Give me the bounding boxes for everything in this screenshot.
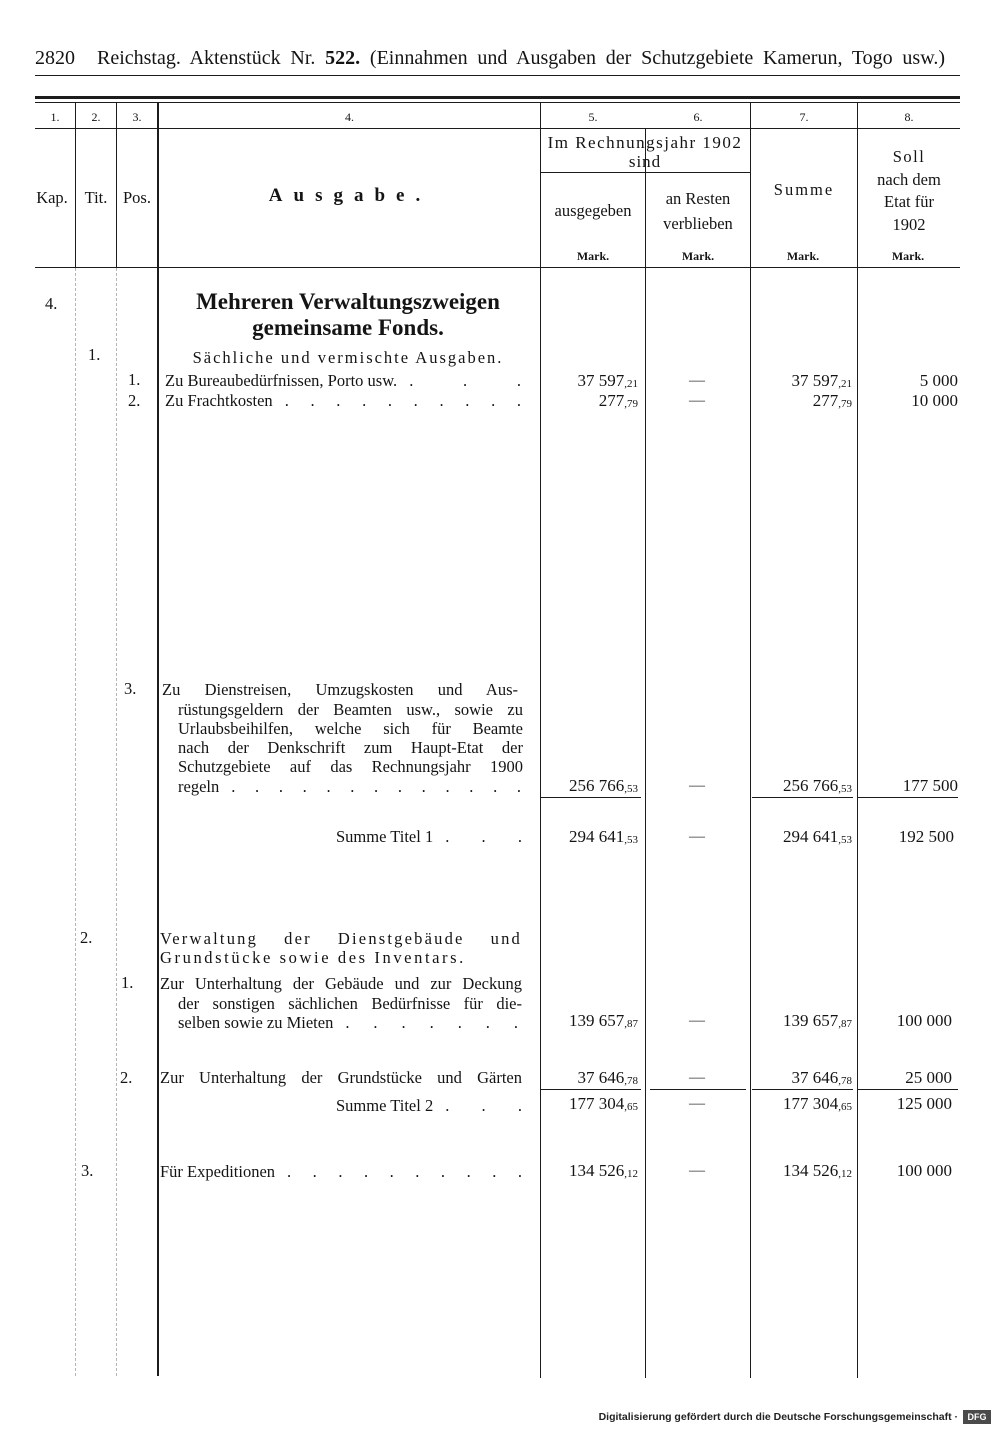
header-fiscal-year-line-1: Im Rechnungsjahr 1902 <box>547 133 743 152</box>
titel-1-pos-1-budget: 5 000 <box>919 371 958 390</box>
header-remaining-line-2: verblieben <box>663 214 733 233</box>
column-number-3: 3. <box>132 110 142 124</box>
titel-2-pos-1-number: 1. <box>121 973 134 992</box>
titel-1-number: 1. <box>88 345 101 364</box>
titel-2-pos-1-total <box>756 1011 852 1033</box>
header-budget-line-3: Etat für <box>884 192 934 211</box>
running-head-rule <box>35 75 960 76</box>
header-description: Ausgabe. <box>268 185 432 206</box>
dot-leader: . . . . . . . . . . . . . <box>231 777 521 796</box>
page-number: 2820 <box>35 47 75 69</box>
column-number-1: 1. <box>50 110 60 124</box>
titel-2-sum-label <box>336 1096 522 1116</box>
header-spent: ausgegeben <box>554 201 632 220</box>
column-rule-tit <box>116 103 117 268</box>
header-tit: Tit. <box>84 188 108 207</box>
dot-leader: . . . <box>445 1096 522 1115</box>
amount-pfennig: ,65 <box>624 1101 638 1113</box>
titel-1-pos-3-spent <box>545 776 638 798</box>
amount-mark: 37 646 <box>791 1068 839 1087</box>
amount-mark: 256 766 <box>569 776 625 795</box>
amount-pfennig: ,12 <box>624 1168 638 1180</box>
titel-2-heading-line-2: Grundstücke sowie des Inventars. <box>160 948 466 967</box>
header-kap: Kap. <box>36 188 68 207</box>
amount-mark: 177 304 <box>569 1094 625 1113</box>
titel-1-pos-3-line-4: nach der Denkschrift zum Haupt-Etat der <box>178 738 523 757</box>
titel-1-pos-3-number: 3. <box>124 679 137 698</box>
running-title-subject: (Einnahmen und Ausgaben der Schutzgebiete Kamerun, Togo usw.) <box>369 47 945 69</box>
header-remaining-line-1: an Resten <box>665 189 731 208</box>
column-number-7: 7. <box>799 110 809 124</box>
running-title-prefix: Reichstag. Aktenstück Nr. <box>97 47 316 69</box>
titel-1-sum-spent <box>545 827 638 849</box>
titel-1-pos-3-line-5: Schutzgebiete auf das Rechnungsjahr 1900 <box>178 757 523 776</box>
titel-3-number: 3. <box>81 1161 94 1180</box>
amount-mark: 277 <box>812 391 839 410</box>
chapter-heading-line-1: Mehreren Verwaltungszweigen <box>196 289 500 314</box>
amount-pfennig: ,87 <box>624 1018 638 1030</box>
titel-2-pos-1-budget: 100 000 <box>896 1011 952 1030</box>
amount-mark: 177 304 <box>783 1094 839 1113</box>
amount-mark: 37 646 <box>577 1068 625 1087</box>
header-pos: Pos. <box>123 188 151 207</box>
entry-text: Summe Titel 1 <box>336 827 434 846</box>
dot-leader: . . . <box>445 827 522 846</box>
dot-leader: . . . . . . . <box>345 1013 518 1032</box>
sum-rule-2-budget <box>858 1089 958 1090</box>
sum-rule-total <box>752 797 853 798</box>
titel-1-pos-2-spent <box>545 391 638 413</box>
titel-2-pos-2-remaining: — <box>689 1069 705 1086</box>
header-fiscal-year-line-2: sind <box>628 152 662 171</box>
titel-1-pos-2-total <box>756 391 852 413</box>
header-total: Summe <box>773 180 835 199</box>
amount-pfennig: ,79 <box>624 398 638 410</box>
amount-pfennig: ,87 <box>838 1018 852 1030</box>
column-rule-kap-body <box>75 268 77 1376</box>
unit-total: Mark. <box>786 249 820 263</box>
titel-3-total <box>756 1161 852 1183</box>
titel-1-heading: Sächliche und vermischte Ausgaben. <box>192 348 504 367</box>
titel-2-number: 2. <box>80 928 93 947</box>
header-budget-line-1: Soll <box>892 147 926 166</box>
titel-1-pos-1-remaining: — <box>689 372 705 389</box>
amount-pfennig: ,78 <box>838 1075 852 1087</box>
header-budget-line-2: nach dem <box>877 170 941 189</box>
titel-2-pos-2-line-1: Zur Unterhaltung der Grundstücke und Gärten <box>160 1068 522 1087</box>
column-number-5: 5. <box>588 110 598 124</box>
amount-mark: 256 766 <box>783 776 839 795</box>
titel-1-pos-3-remaining: — <box>689 777 705 794</box>
amount-mark: 37 597 <box>577 371 625 390</box>
titel-1-pos-2-number: 2. <box>128 391 141 410</box>
running-title <box>97 46 945 70</box>
dfg-logo: DFG <box>963 1410 991 1424</box>
entry-text: regeln <box>178 777 220 796</box>
column-rule-total <box>857 103 858 1378</box>
titel-2-sum-spent <box>545 1094 638 1116</box>
titel-1-pos-3-budget: 177 500 <box>902 776 958 795</box>
titel-1-sum-budget: 192 500 <box>898 827 954 846</box>
titel-1-pos-2-text <box>165 391 521 411</box>
amount-mark: 139 657 <box>569 1011 625 1030</box>
titel-1-pos-3-total <box>756 776 852 798</box>
sum-rule-budget <box>858 797 958 798</box>
column-rule-description <box>540 103 541 1378</box>
titel-1-pos-1-number: 1. <box>128 370 141 389</box>
amount-pfennig: ,21 <box>624 378 638 390</box>
amount-mark: 37 597 <box>791 371 839 390</box>
titel-1-sum-label <box>336 827 522 847</box>
header-budget-line-4: 1902 <box>892 215 926 234</box>
amount-mark: 139 657 <box>783 1011 839 1030</box>
titel-2-pos-1-spent <box>545 1011 638 1033</box>
titel-1-sum-total <box>756 827 852 849</box>
document-number: 522. <box>325 47 361 69</box>
sum-rule-spent <box>540 797 641 798</box>
unit-spent: Mark. <box>576 249 610 263</box>
dot-leader: . . . . . . . . . . <box>284 391 521 410</box>
digitization-credit: Digitalisierung gefördert durch die Deutsche Forschungsgemeinschaft · <box>599 1410 958 1424</box>
titel-2-sum-remaining: — <box>689 1095 705 1112</box>
titel-2-pos-2-total <box>756 1068 852 1090</box>
column-number-rule <box>35 128 960 129</box>
sum-rule-2-spent <box>540 1089 641 1090</box>
chapter-number: 4. <box>45 294 58 313</box>
column-rule-kap <box>75 103 76 268</box>
titel-3-budget: 100 000 <box>896 1161 952 1180</box>
unit-remaining: Mark. <box>681 249 715 263</box>
amount-pfennig: ,78 <box>624 1075 638 1087</box>
titel-2-sum-total <box>756 1094 852 1116</box>
column-rule-pos <box>157 103 159 1376</box>
entry-text: Zu Frachtkosten <box>165 391 273 410</box>
amount-pfennig: ,65 <box>838 1101 852 1113</box>
column-rule-tit-body <box>116 268 118 1376</box>
table-top-rule-thick <box>35 96 960 99</box>
dot-leader: . . . . . . . . . . <box>287 1162 522 1181</box>
titel-2-pos-2-number: 2. <box>120 1068 133 1087</box>
entry-text: selben sowie zu Mieten <box>178 1013 334 1032</box>
amount-pfennig: ,21 <box>838 378 852 390</box>
amount-mark: 277 <box>598 391 625 410</box>
titel-1-pos-3-line-6 <box>178 777 521 797</box>
titel-1-pos-3-line-2: rüstungsgeldern der Beamten usw., sowie zu <box>178 700 523 719</box>
titel-3-text <box>160 1162 522 1182</box>
sum-rule-2-total <box>752 1089 853 1090</box>
amount-pfennig: ,79 <box>838 398 852 410</box>
amount-mark: 294 641 <box>569 827 625 846</box>
amount-pfennig: ,53 <box>624 783 638 795</box>
titel-2-heading-line-1: Verwaltung der Dienstgebäude und <box>160 929 522 948</box>
titel-2-pos-1-line-3 <box>178 1013 518 1033</box>
titel-1-pos-2-budget: 10 000 <box>911 391 958 410</box>
column-number-2: 2. <box>91 110 101 124</box>
sum-rule-2-remaining <box>650 1089 746 1090</box>
amount-pfennig: ,12 <box>838 1168 852 1180</box>
titel-2-pos-1-line-1: Zur Unterhaltung der Gebäude und zur Deckung <box>160 974 522 993</box>
column-number-4: 4. <box>345 110 354 124</box>
titel-3-remaining: — <box>689 1162 705 1179</box>
titel-1-pos-1-text <box>165 371 521 391</box>
column-number-6: 6. <box>693 110 703 124</box>
amount-mark: 294 641 <box>783 827 839 846</box>
entry-text: Zu Bureaubedürfnissen, Porto usw. <box>165 371 398 390</box>
unit-budget: Mark. <box>891 249 925 263</box>
chapter-heading-line-2: gemeinsame Fonds. <box>252 315 444 340</box>
titel-2-pos-1-line-2: der sonstigen sächlichen Bedürfnisse für die- <box>178 994 522 1013</box>
column-rule-remaining <box>750 103 751 1378</box>
titel-1-pos-1-spent <box>545 371 638 393</box>
titel-1-pos-3-line-1: Zu Dienstreisen, Umzugskosten und Aus- <box>162 680 518 699</box>
entry-text: Für Expeditionen <box>160 1162 276 1181</box>
amount-pfennig: ,53 <box>624 834 638 846</box>
entry-text: Summe Titel 2 <box>336 1096 434 1115</box>
column-rule-spent <box>645 128 646 1378</box>
titel-2-pos-2-budget: 25 000 <box>905 1068 952 1087</box>
titel-3-spent <box>545 1161 638 1183</box>
amount-mark: 134 526 <box>783 1161 839 1180</box>
amount-mark: 134 526 <box>569 1161 625 1180</box>
table-top-rule-thin <box>35 102 960 103</box>
titel-2-sum-budget: 125 000 <box>896 1094 952 1113</box>
titel-1-pos-3-line-3: Urlaubsbeihilfen, welche sich für Beamte <box>178 719 523 738</box>
dot-leader: . . . <box>409 371 521 390</box>
titel-1-pos-1-total <box>756 371 852 393</box>
titel-2-pos-1-remaining: — <box>689 1012 705 1029</box>
titel-1-pos-2-remaining: — <box>689 392 705 409</box>
titel-2-pos-2-spent <box>545 1068 638 1090</box>
column-number-8: 8. <box>904 110 914 124</box>
titel-1-sum-remaining: — <box>689 828 705 845</box>
header-bottom-rule <box>35 267 960 268</box>
amount-pfennig: ,53 <box>838 783 852 795</box>
amount-pfennig: ,53 <box>838 834 852 846</box>
